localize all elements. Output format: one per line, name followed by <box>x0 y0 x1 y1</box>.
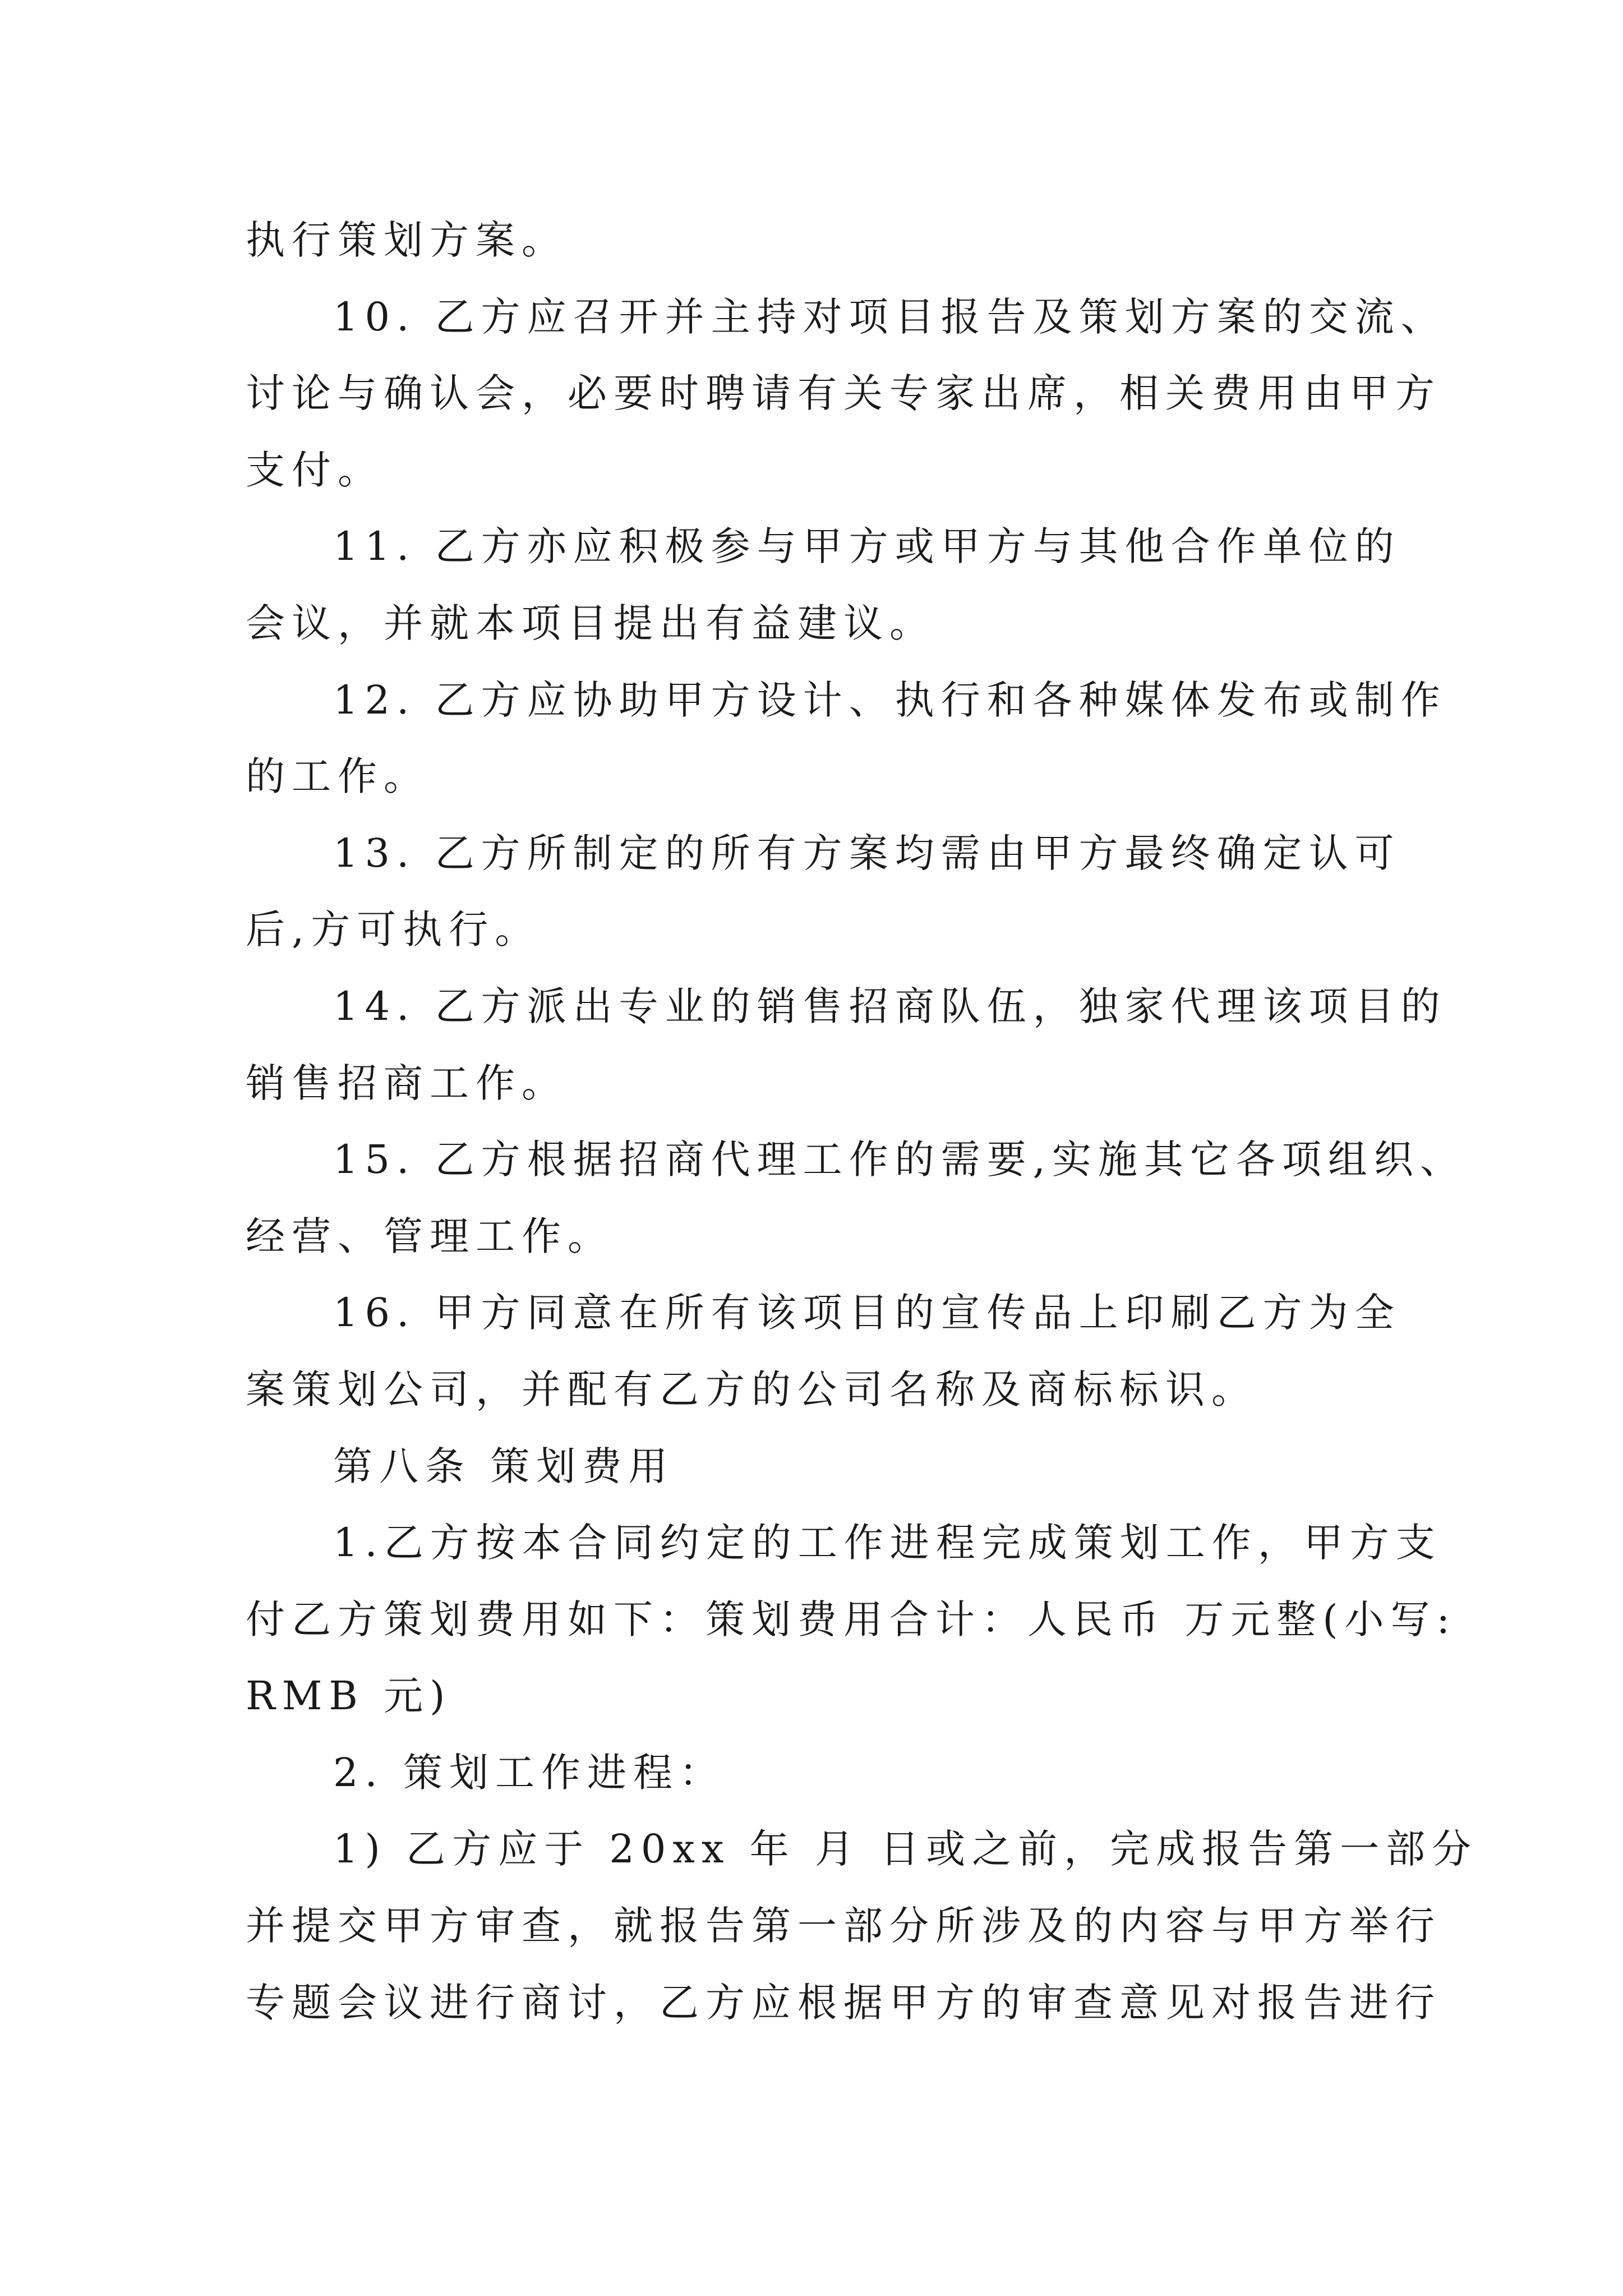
text-line: 12. 乙方应协助甲方设计、执行和各种媒体发布或制作 <box>333 677 1447 723</box>
text-line: 会议，并就本项目提出有益建议。 <box>246 600 935 646</box>
text-line: 后,方可执行。 <box>246 907 541 953</box>
text-line: 2. 策划工作进程： <box>333 1749 726 1796</box>
text-line: 专题会议进行商讨，乙方应根据甲方的审查意见对报告进行 <box>246 1979 1441 2026</box>
text-line: 案策划公司，并配有乙方的公司名称及商标标识。 <box>246 1366 1257 1412</box>
text-line: 并提交甲方审查，就报告第一部分所涉及的内容与甲方举行 <box>246 1903 1441 1949</box>
text-line: 16. 甲方同意在所有该项目的宣传品上印刷乙方为全 <box>333 1290 1401 1336</box>
paragraph-fee-1 <box>246 1504 1457 1734</box>
text-line: 支付。 <box>246 447 384 493</box>
text-line: RMB 元) <box>246 1673 452 1719</box>
text-line: 10. 乙方应召开并主持对项目报告及策划方案的交流、 <box>333 293 1447 340</box>
paragraph-intro-tail <box>246 202 1390 279</box>
text-line: 付乙方策划费用如下：策划费用合计：人民币 万元整(小写: <box>246 1596 1457 1642</box>
text-line: 第八条 策划费用 <box>333 1443 675 1489</box>
paragraph-item-13 <box>246 815 1401 968</box>
text-line: 的工作。 <box>246 753 430 800</box>
text-line: 执行策划方案。 <box>246 217 568 263</box>
paragraph-item-14 <box>246 968 1447 1121</box>
paragraph-item-11 <box>246 508 1401 661</box>
text-line: 讨论与确认会，必要时聘请有关专家出席，相关费用由甲方 <box>246 370 1441 417</box>
paragraph-item-16 <box>246 1274 1401 1428</box>
paragraph-item-15 <box>246 1121 1466 1274</box>
text-line: 13. 乙方所制定的所有方案均需由甲方最终确定认可 <box>333 830 1401 876</box>
text-line: 经营、管理工作。 <box>246 1213 614 1259</box>
section-heading-article-8 <box>246 1428 1390 1505</box>
text-line: 15. 乙方根据招商代理工作的需要,实施其它各项组织、 <box>333 1137 1466 1183</box>
text-line: 11. 乙方亦应积极参与甲方或甲方与其他合作单位的 <box>333 523 1401 570</box>
paragraph-schedule-1 <box>246 1811 1478 2041</box>
text-line: 销售招商工作。 <box>246 1060 568 1106</box>
paragraph-fee-2 <box>246 1734 1390 1811</box>
paragraph-item-10 <box>246 279 1447 509</box>
document-body <box>246 202 1478 2041</box>
text-line: 14. 乙方派出专业的销售招商队伍，独家代理该项目的 <box>333 983 1447 1029</box>
text-line: 1.乙方按本合同约定的工作进程完成策划工作，甲方支 <box>333 1520 1442 1566</box>
text-line: 1) 乙方应于 20xx 年 月 日或之前，完成报告第一部分 <box>333 1826 1478 1872</box>
paragraph-item-12 <box>246 662 1447 815</box>
